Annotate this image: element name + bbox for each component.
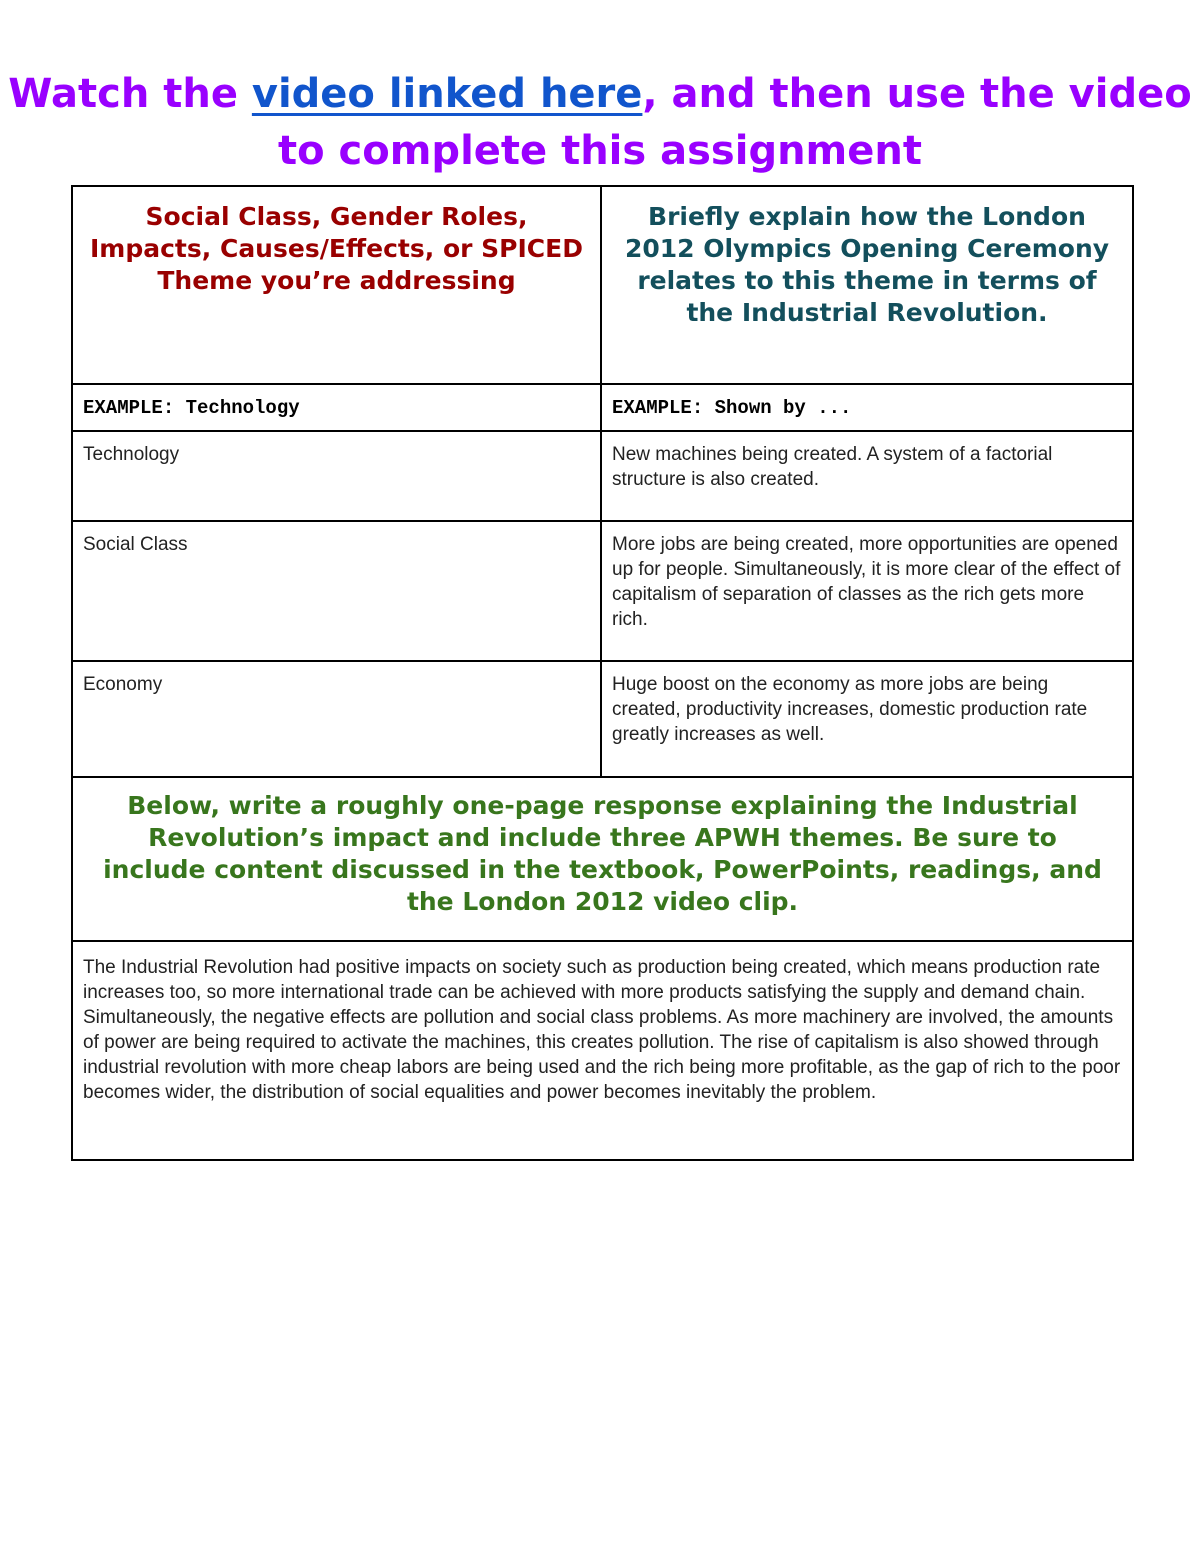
- example-theme-cell: [72, 384, 601, 431]
- video-link[interactable]: video linked here: [251, 71, 643, 117]
- response-row: [72, 941, 1133, 1160]
- example-theme-text: EXAMPLE: Technology: [83, 397, 300, 419]
- table-header-row: [72, 186, 1133, 384]
- page-title: [0, 66, 1200, 180]
- explanation-cell[interactable]: New machines being created. A system of a factorial structure is also created.: [601, 431, 1133, 521]
- header-theme-cell: [72, 186, 601, 384]
- response-text[interactable]: The Industrial Revolution had positive impacts on society such as production being created, which means production rate increases too, so more international trade can be achieved with more products satisfying the supply and demand chain. Simultaneously, the negative effects are pollution and social class problems. As more machinery are involved, the amounts of power are being required to activate the machines, this creates pollution. The rise of capitalism is also showed through industrial revolution with more cheap labors are being used and the rich being more profitable, as the gap of rich to the poor becomes wider, the distribution of social equalities and power becomes inevitably the problem.: [72, 941, 1133, 1160]
- prompt-cell: [72, 777, 1133, 941]
- example-explanation-cell: [601, 384, 1133, 431]
- explanation-cell[interactable]: Huge boost on the economy as more jobs are being created, productivity increases, domestic production rate greatly increases as well.: [601, 661, 1133, 777]
- response-prompt: Below, write a roughly one-page response explaining the Industrial Revolution’s impact and include three APWH themes. Be sure to include content discussed in the textbook, PowerPoints, readings, and the London 2012 video clip.: [103, 791, 1102, 916]
- table-row: [72, 521, 1133, 661]
- table-row: [72, 431, 1133, 521]
- header-explanation-cell: [601, 186, 1133, 384]
- prompt-row: [72, 777, 1133, 941]
- example-row: [72, 384, 1133, 431]
- theme-cell[interactable]: Social Class: [72, 521, 601, 661]
- theme-cell[interactable]: Economy: [72, 661, 601, 777]
- title-prefix: Watch the: [8, 71, 252, 117]
- assignment-table: [71, 185, 1134, 1161]
- header-explanation-label: Briefly explain how the London 2012 Olympics Opening Ceremony relates to this theme in terms of the Industrial Revolution.: [624, 202, 1110, 327]
- example-explanation-text: EXAMPLE: Shown by ...: [612, 397, 852, 419]
- table-row: [72, 661, 1133, 777]
- theme-cell[interactable]: Technology: [72, 431, 601, 521]
- explanation-cell[interactable]: More jobs are being created, more opportunities are opened up for people. Simultaneously, it is more clear of the effect of capitalism of separation of classes as the rich gets more rich.: [601, 521, 1133, 661]
- title-suffix: , and then use the video to complete this assignment: [278, 71, 1192, 174]
- header-theme-label: Social Class, Gender Roles, Impacts, Causes/Effects, or SPICED Theme you’re addressing: [90, 202, 583, 295]
